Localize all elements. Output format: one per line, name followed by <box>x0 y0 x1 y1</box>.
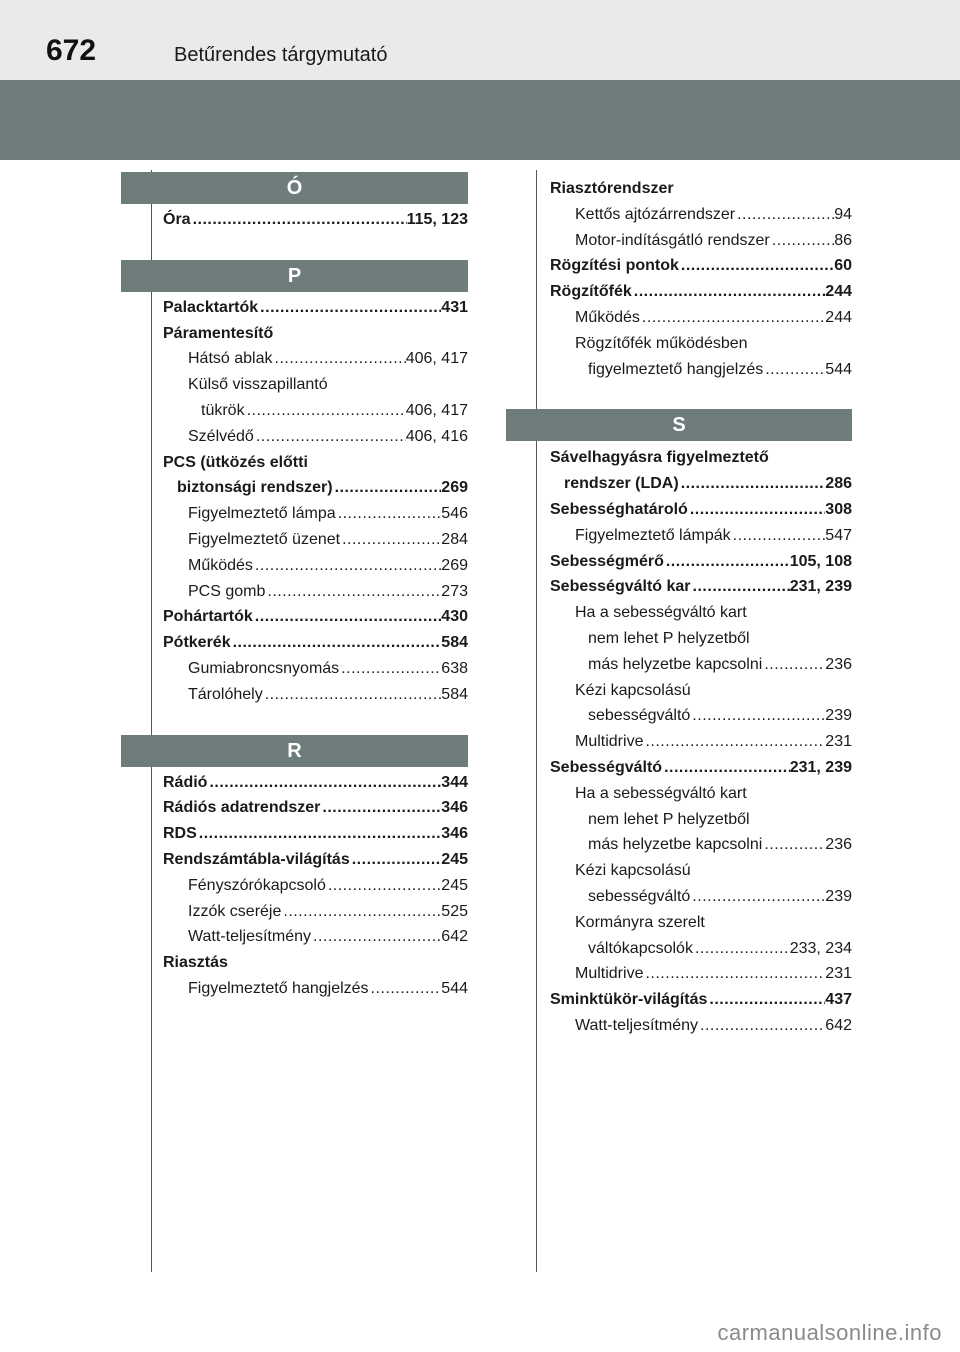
entry-page: 105, 108 <box>789 552 852 570</box>
entry-term: Kormányra szerelt <box>575 913 705 931</box>
entry-term: Kézi kapcsolású <box>575 862 691 880</box>
entry-page: 231, 239 <box>789 578 852 596</box>
leader-dots <box>350 847 442 873</box>
index-entry <box>550 858 852 884</box>
entry-term: Rögzítőfék működésben <box>575 334 748 352</box>
leader-dots <box>763 357 825 383</box>
leader-dots <box>263 682 442 708</box>
leader-dots <box>690 884 825 910</box>
leader-dots <box>191 207 407 233</box>
entry-term: nem lehet P helyzetből <box>588 629 750 647</box>
entry-page: 525 <box>441 902 468 920</box>
leader-dots <box>254 424 406 450</box>
entry-term: Sebességmérő <box>550 552 664 570</box>
entry-term: sebességváltó <box>588 707 691 725</box>
index-entry <box>163 950 468 976</box>
leader-dots <box>339 656 441 682</box>
entry-term: Motor-indításgátló rendszer <box>575 231 770 249</box>
entry-page: 245 <box>441 850 468 868</box>
index-entry <box>550 357 852 383</box>
leader-dots <box>643 961 825 987</box>
index-entry <box>550 305 852 331</box>
entry-term: tükrök <box>201 401 245 419</box>
index-entry <box>550 678 852 704</box>
entry-page: 115, 123 <box>406 211 468 228</box>
index-entry <box>163 501 468 527</box>
index-entry <box>163 475 468 501</box>
entry-term: Pótkerék <box>163 634 231 652</box>
entry-term: Figyelmeztető lámpa <box>188 505 336 523</box>
entry-page: 344 <box>441 773 468 791</box>
index-entry <box>163 321 468 347</box>
index-entry <box>550 832 852 858</box>
entry-term: Sebességváltó <box>550 758 663 776</box>
entry-term: Figyelmeztető üzenet <box>188 530 341 548</box>
leader-dots <box>197 821 442 847</box>
index-entry <box>550 202 852 228</box>
index-entry <box>163 821 468 847</box>
index-entry <box>550 961 852 987</box>
leader-dots <box>662 755 790 781</box>
entry-page: 244 <box>825 308 852 326</box>
leader-dots <box>340 527 441 553</box>
index-entry <box>163 295 468 321</box>
header-band <box>0 80 960 160</box>
entry-term: Pohártartók <box>163 608 253 626</box>
leader-dots <box>336 501 442 527</box>
entry-page: 584 <box>441 634 468 652</box>
leader-dots <box>693 936 790 962</box>
entry-page: 584 <box>441 685 468 703</box>
leader-dots <box>664 549 790 575</box>
leader-dots <box>207 770 441 796</box>
entry-page: 642 <box>825 1016 852 1034</box>
index-entry <box>550 600 852 626</box>
index-entry <box>163 899 468 925</box>
leader-dots <box>253 553 441 579</box>
leader-dots <box>762 832 825 858</box>
entry-term: Izzók cseréje <box>188 902 282 920</box>
entry-term: Riasztórendszer <box>550 180 674 197</box>
leader-dots <box>231 630 442 656</box>
entry-term: Figyelmeztető hangjelzés <box>188 979 369 997</box>
leader-dots <box>690 703 825 729</box>
index-entry <box>550 703 852 729</box>
leader-dots <box>640 305 825 331</box>
entry-page: 547 <box>825 526 852 544</box>
leader-dots <box>679 471 826 497</box>
index-entry <box>163 527 468 553</box>
entry-term: Működés <box>575 308 640 326</box>
index-column-left <box>121 172 468 1002</box>
letter-heading: R <box>121 735 468 767</box>
entry-term: Páramentesítő <box>163 324 274 342</box>
leader-dots <box>762 652 825 678</box>
entry-term: sebességváltó <box>588 887 691 905</box>
entry-term: Külső visszapillantó <box>188 376 328 394</box>
entry-term: RDS <box>163 825 197 843</box>
index-entry <box>550 626 852 652</box>
index-entry <box>163 604 468 630</box>
entry-term: Kézi kapcsolású <box>575 681 691 699</box>
entry-page: 231 <box>825 965 852 983</box>
leader-dots <box>258 295 441 321</box>
entry-page: 406, 417 <box>405 350 468 368</box>
letter-section <box>121 770 468 1002</box>
index-entry <box>163 346 468 372</box>
entry-term: Sávelhagyásra figyelmeztető <box>550 449 769 467</box>
index-entry <box>163 795 468 821</box>
page-header <box>0 0 960 80</box>
index-entry <box>550 987 852 1013</box>
leader-dots <box>333 475 442 501</box>
leader-dots <box>245 398 406 424</box>
leader-dots <box>265 579 441 605</box>
entry-page: 236 <box>825 655 852 673</box>
entry-term: Ha a sebességváltó kart <box>575 604 747 622</box>
index-entry <box>550 574 852 600</box>
index-entry <box>550 755 852 781</box>
leader-dots <box>320 795 441 821</box>
index-entry <box>550 1013 852 1039</box>
index-entry <box>550 523 852 549</box>
entry-page: 544 <box>441 979 468 997</box>
index-entry <box>163 847 468 873</box>
entry-term: más helyzetbe kapcsolni <box>588 655 763 673</box>
entry-term: PCS gomb <box>188 582 266 600</box>
entry-term: Sminktükör-világítás <box>550 991 708 1009</box>
entry-term: Rendszámtábla-világítás <box>163 850 350 868</box>
index-entry <box>550 652 852 678</box>
letter-heading: Ó <box>121 172 468 204</box>
entry-term: biztonsági rendszer) <box>177 479 333 497</box>
entry-page: 431 <box>441 298 468 316</box>
entry-term: Tárolóhely <box>188 685 263 703</box>
index-entry <box>550 936 852 962</box>
index-entry <box>163 924 468 950</box>
entry-term: Riasztás <box>163 954 228 972</box>
entry-term: Figyelmeztető lámpák <box>575 526 731 544</box>
entry-term: rendszer (LDA) <box>564 475 679 493</box>
entry-page: 239 <box>825 887 852 905</box>
entry-page: 544 <box>825 360 852 378</box>
index-entry <box>163 682 468 708</box>
index-entry <box>163 656 468 682</box>
entry-term: figyelmeztető hangjelzés <box>588 360 764 378</box>
leader-dots <box>698 1013 825 1039</box>
index-entry <box>163 398 468 424</box>
leader-dots <box>369 976 442 1002</box>
index-entry <box>163 553 468 579</box>
continued-section <box>506 176 852 382</box>
index-entry <box>550 471 852 497</box>
entry-term: nem lehet P helyzetből <box>588 810 750 828</box>
entry-page: 286 <box>825 475 852 493</box>
leader-dots <box>691 574 790 600</box>
entry-term: Multidrive <box>575 965 644 983</box>
entry-page: 346 <box>441 799 468 817</box>
entry-term: Működés <box>188 556 253 574</box>
index-entry <box>163 976 468 1002</box>
leader-dots <box>643 729 825 755</box>
entry-term: Watt-teljesítmény <box>575 1016 698 1034</box>
index-entry <box>163 424 468 450</box>
entry-page: 231 <box>825 733 852 751</box>
watermark: carmanualsonline.info <box>717 1320 942 1345</box>
index-entry <box>550 910 852 936</box>
entry-page: 273 <box>441 582 468 600</box>
entry-term: Szélvédő <box>188 427 254 445</box>
leader-dots <box>707 987 825 1013</box>
entry-page: 638 <box>441 659 468 677</box>
index-entry <box>550 781 852 807</box>
index-entry <box>163 630 468 656</box>
index-entry <box>550 176 852 202</box>
letter-section <box>121 295 468 708</box>
entry-term: más helyzetbe kapcsolni <box>588 836 763 854</box>
index-entry <box>550 729 852 755</box>
leader-dots <box>311 924 441 950</box>
entry-term: Fényszórókapcsoló <box>188 876 326 894</box>
leader-dots <box>679 253 834 279</box>
entry-page: 60 <box>834 257 852 275</box>
entry-term: Óra <box>163 211 191 228</box>
index-entry <box>163 579 468 605</box>
entry-page: 269 <box>441 479 468 497</box>
entry-term: Rádiós adatrendszer <box>163 799 321 817</box>
leader-dots <box>632 279 826 305</box>
index-entry <box>163 770 468 796</box>
entry-term: Watt-teljesítmény <box>188 928 311 946</box>
leader-dots <box>735 202 834 228</box>
leader-dots <box>273 346 406 372</box>
letter-section <box>506 445 852 1038</box>
entry-page: 430 <box>441 608 468 626</box>
page-title: Betűrendes tárgymutató <box>174 44 388 66</box>
leader-dots <box>688 497 825 523</box>
entry-term: váltókapcsolók <box>588 939 693 957</box>
index-entry <box>163 873 468 899</box>
index-entry <box>550 253 852 279</box>
entry-term: Sebességváltó kar <box>550 578 691 596</box>
entry-page: 346 <box>441 825 468 843</box>
index-entry <box>550 549 852 575</box>
index-entry <box>550 228 852 254</box>
entry-term: Rögzítőfék <box>550 283 632 301</box>
leader-dots <box>281 899 441 925</box>
index-entry <box>550 279 852 305</box>
entry-page: 406, 417 <box>405 401 468 419</box>
index-column-right <box>506 176 852 1039</box>
letter-heading: P <box>121 260 468 292</box>
entry-term: Gumiabroncsnyomás <box>188 659 340 677</box>
index-entry <box>550 497 852 523</box>
index-entry <box>550 331 852 357</box>
index-entry <box>163 450 468 476</box>
letter-section <box>121 207 468 233</box>
entry-term: Kettős ajtózárrendszer <box>575 205 736 223</box>
leader-dots <box>253 604 442 630</box>
page-number: 672 <box>46 34 97 67</box>
leader-dots <box>731 523 826 549</box>
entry-term: Ha a sebességváltó kart <box>575 784 747 802</box>
leader-dots <box>326 873 441 899</box>
entry-page: 437 <box>825 991 852 1009</box>
entry-page: 244 <box>825 283 852 301</box>
entry-term: Rögzítési pontok <box>550 257 679 275</box>
index-entry <box>550 884 852 910</box>
index-entry <box>163 207 468 233</box>
entry-term: Multidrive <box>575 733 644 751</box>
letter-heading: S <box>506 409 852 441</box>
entry-page: 546 <box>441 505 468 523</box>
entry-term: Rádió <box>163 773 208 791</box>
entry-page: 231, 239 <box>789 758 852 776</box>
index-entry <box>550 807 852 833</box>
entry-page: 308 <box>825 500 852 518</box>
entry-page: 284 <box>441 530 468 548</box>
entry-page: 239 <box>825 707 852 725</box>
entry-page: 86 <box>834 231 852 249</box>
entry-page: 236 <box>825 836 852 854</box>
entry-page: 245 <box>441 876 468 894</box>
entry-term: Sebességhatároló <box>550 500 688 518</box>
index-entry <box>550 445 852 471</box>
entry-term: Palacktartók <box>163 298 259 316</box>
index-entry <box>163 372 468 398</box>
entry-term: Hátsó ablak <box>188 350 273 368</box>
leader-dots <box>770 228 834 254</box>
entry-page: 233, 234 <box>789 939 852 957</box>
entry-term: PCS (ütközés előtti <box>163 453 308 471</box>
entry-page: 94 <box>834 205 852 223</box>
entry-page: 269 <box>441 556 468 574</box>
entry-page: 406, 416 <box>405 427 468 445</box>
entry-page: 642 <box>441 928 468 946</box>
